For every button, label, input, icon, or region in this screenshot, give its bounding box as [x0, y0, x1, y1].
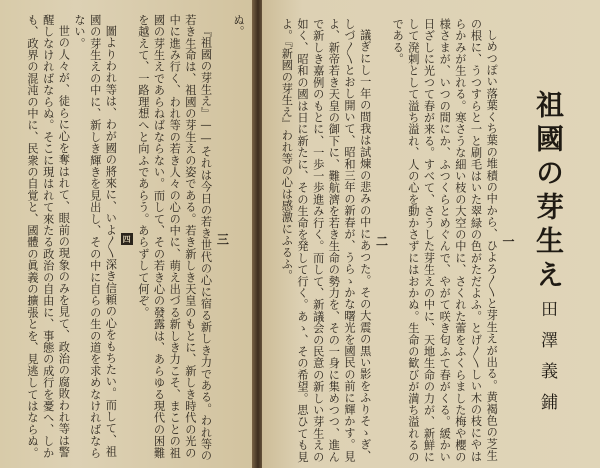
article-author: 田澤義鋪: [537, 300, 557, 424]
left-page-body: [6, 14, 246, 464]
left-closing-text: 世の人々が、徒らに心を奪はれて、眼前の現象のみを見て、政治の腐敗われ等は警醒しなければならぬ。そこに現はれて來たる政治の自由に、事態の成行を憂へ、しかも、政界の混沌の中に、民衆の自覚と、國體の眞義の擴張とを、見逃してはならぬ。: [26, 14, 71, 459]
section-1-text: しめつぽい落葉くち葉の堆積の中から、ひよろ〳〵と芽生えが出る。黄褐色の芝生の根に、うつすらと一と刷毛はいた翠緑の色がただよふ。とげ〳〵しい木の枝にやはらかみが生れる。寒さうな細い枝の大空の中に、さくれた蕾をふくらました梅や櫻の様さまが、いつの間にか、ふつくらとめぐんで、やがて咲き匂ふて春がくる。緩かい日ざしに光つて春が来る。すべて、さうした芽生えの中に、天地生命の力が、新鮮にして溌剌として溢ち溢れ、人の心を動かさずにはおかぬ。生命の歓びが満ち溢れるのである。: [391, 18, 499, 463]
section-4-heading: [118, 14, 135, 464]
section-3-heading: 三: [215, 232, 230, 246]
right-page: [262, 0, 600, 468]
section-4-text: 圖よりわれ等は、わが國の將來に、いよ〳〵深き信頼の心をもちたい。而して、祖國の芽生えの中に、新しき輝きを見出し、その中に自らの生の道を求めなければならない。: [73, 14, 118, 459]
left-page: [0, 0, 254, 468]
section-2-heading: 二: [374, 234, 389, 248]
section-2-text: 議ぎにし一年の間我は試煉の悲みの中にあつた。その大震の黒い影をふりそゝぎ、しづ〳〵とおし開いて、昭和三年の新春が、うらゝかな曙光を國民の前に輝かす。見よ、新帝若き天皇の御下に、難航濟を若き生命の勢力を、その一身に集めつつ、進んで新しき嘉例のもとに、一歩一歩進み行く。而して、新議会の民意の新しい芽生えの如く、昭和の國は日に新たに、その生命を発して行く。あゝ、その希望。思ひても見よ。『新國の芽生え』われ等の心は感激にふるふ。: [280, 18, 372, 463]
section-3-text: 『祖國の芽生え』——それは今日の若き世代の心に宿る新しき力である。われ等の若き生命は、祖國の芽生えの姿である。若き新しき天皇のもとに、新しき時代の光の中に進み行く、われ等の若き人々の心の中に、萌え出づる新しき力こそ、まことの祖國の芽生えであらねばならない。而して、その若き心の發露は、あらゆる現代の困難を越えて、一路理想へと向ふであらう。あらずして何ぞ。: [136, 14, 213, 462]
right-page-body: [266, 18, 516, 464]
section-1-heading: 一: [501, 234, 515, 248]
left-continuation-text: ぬ。: [232, 14, 245, 38]
section-4-number: 四: [122, 234, 133, 244]
article-title: 祖國の芽生え: [532, 90, 565, 294]
